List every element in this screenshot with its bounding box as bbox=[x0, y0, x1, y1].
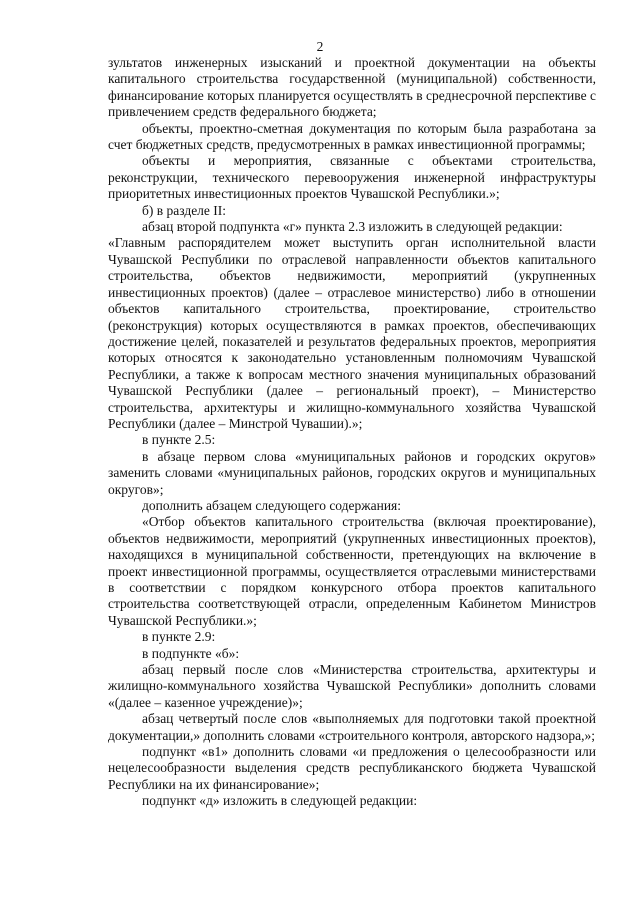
paragraph: абзац второй подпункта «г» пункта 2.3 изложить в следующей редакции: bbox=[142, 219, 563, 235]
paragraph: в пункте 2.9: bbox=[142, 629, 216, 645]
paragraph: объекты и мероприятия, связанные с объектами строительства, реконструкции, технического перевооружения инженерной инфраструктуры приоритетных инвестиционных проектов Чувашской Республики.»; bbox=[108, 153, 596, 202]
paragraph: подпункт «в1» дополнить словами «и предложения о целесообразности или нецелесообразности выделения средств республиканского бюджета Чувашской Республики на их финансирование»; bbox=[108, 744, 596, 792]
paragraph: абзац первый после слов «Министерства строительства, архитектуры и жилищно-коммунального хозяйства Чувашской Республики» дополнить словами «(далее – казенное учреждение)»; bbox=[108, 662, 596, 710]
paragraph: объекты, проектно-сметная документация по которым была разработана за счет бюджетных средств, предусмотренных в рамках инвестиционной программы; bbox=[108, 120, 596, 153]
paragraph: подпункт «д» изложить в следующей редакции: bbox=[142, 793, 418, 809]
paragraph: б) в разделе II: bbox=[142, 202, 227, 218]
paragraph: «Главным распорядителем может выступить орган исполнительной власти Чувашской Республики по отраслевой направленности объектов капитального строительства, объектов недвижимости, мероприятий (укрупненных инвестиционных проектов) (далее – отраслевое министерство) либо в отношении объектов капитального строительства, проектирование, строительство (реконструкция) которых осуществляются в рамках проектов, обеспечивающих достижение целей, показателей и результатов федеральных проектов, мероприятия которых относятся к законодательно установленным полномочиям Чувашской Республики, а также к вопросам местного значения муниципальных образований Чувашской Республики (далее – региональный проект), – Министерство строительства, архитектуры и жилищно-коммунального хозяйства Чувашской Республики (далее – Минстрой Чувашии).»; bbox=[108, 235, 596, 431]
paragraph: дополнить абзацем следующего содержания: bbox=[142, 497, 402, 513]
page-number: 2 bbox=[316, 39, 324, 54]
paragraph: зультатов инженерных изысканий и проектной документации на объекты капитального строительства государственной (муниципальной) собственности, финансирование которых планируется осуществлять в среднесрочной перспективе с привлечением средств федерального бюджета; bbox=[108, 55, 596, 120]
paragraph: в пункте 2.5: bbox=[142, 432, 216, 448]
paragraph: абзац четвертый после слов «выполняемых для подготовки такой проектной документации,» дополнить словами «строительного контроля, авторского надзора,»; bbox=[108, 711, 596, 743]
paragraph: в абзаце первом слова «муниципальных районов и городских округов» заменить словами «муниципальных районов, городских округов и муниципальных округов»; bbox=[108, 448, 596, 497]
paragraph: в подпункте «б»: bbox=[142, 645, 240, 661]
document-body bbox=[108, 55, 596, 810]
paragraph: «Отбор объектов капитального строительства (включая проектирование), объектов недвижимости, мероприятий (укрупненных инвестиционных проектов), находящихся в муниципальной собственности, претендующих на включение в проект инвестиционной программы, осуществляется отраслевыми министерствами в соответствии с порядком конкурсного отбора проектов капитального строительства соответствующей отрасли, определенным Кабинетом Министров Чувашской Республики.»; bbox=[108, 514, 596, 628]
